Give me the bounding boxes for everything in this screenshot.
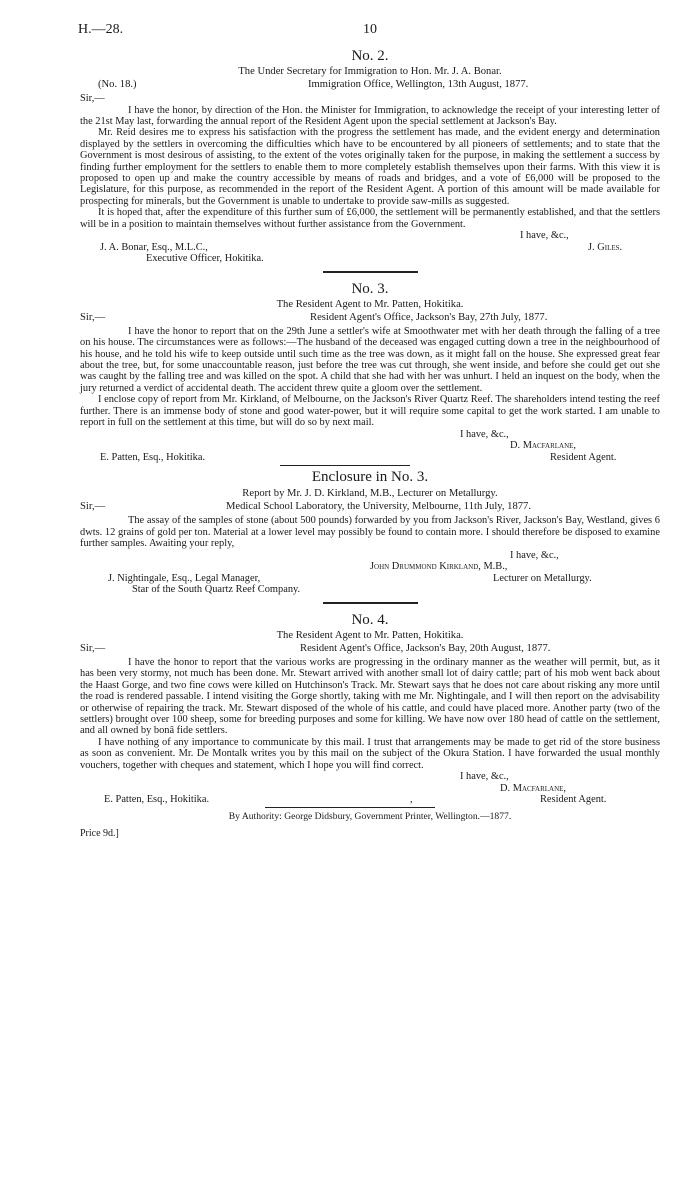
no4-closing: I have, &c., bbox=[460, 770, 509, 782]
series-number: H.—28. bbox=[78, 22, 124, 37]
no4-sign-row bbox=[80, 794, 660, 806]
section-rule bbox=[323, 271, 418, 273]
enclosure-dateline-row bbox=[80, 501, 660, 514]
price: Price 9d.] bbox=[80, 827, 119, 839]
printer-imprint: By Authority: George Didsbury, Government Printer, Wellington.—1877. bbox=[228, 810, 512, 822]
no3-paragraph-1: I have the honor to report that on the 29th June a settler's wife at Smoothwater met with her death through the falling of a tree on his house. The circumstances were as follows:—The husband of the deceased was engaged cutting down a tree in the neighbourhood of his house, and he told his wife to keep outside until such time as the tree was down, as it might fall on the house. She expressed great fear about the tree, but, for some unaccountable reason, just before the tree was cut through, she went inside, and before she could get out she was caught by the falling tree and was killed on the spot. A child that she had with her was unhurt. I held an inquest on the body, when the jury returned a verdict of accidental death. The accident threw quite a gloom over the settlement. bbox=[80, 325, 660, 394]
no3-heading: The Resident Agent to Mr. Patten, Hokitika. bbox=[276, 298, 464, 310]
enclosure-sign-row bbox=[80, 561, 660, 573]
enclosure-signature: John Drummond Kirkland, M.B., bbox=[370, 561, 508, 573]
no4-addressee: E. Patten, Esq., Hokitika. bbox=[104, 794, 210, 806]
no3-signature-row bbox=[80, 440, 660, 452]
no4-paragraph-2: I have nothing of any importance to communicate by this mail. I trust that arrangements may be made to get rid of the store business as soon as convenient. Mr. De Montalk writes you by this mail on the subject of the Okura Station. I have forwarded the usual monthly vouchers, together with cheques and statement, which I hope you will find correct. bbox=[80, 736, 660, 771]
no2-dateline-row bbox=[80, 79, 660, 92]
no4-comma: , bbox=[410, 794, 413, 806]
no2-title: No. 2. bbox=[351, 48, 389, 64]
no4-dateline: Resident Agent's Office, Jackson's Bay, 20th August, 1877. bbox=[300, 642, 551, 654]
no4-signature: D. Macfarlane, bbox=[500, 782, 567, 794]
enclosure-closing-row bbox=[80, 550, 660, 562]
no2-heading: The Under Secretary for Immigration to Hon. Mr. J. A. Bonar. bbox=[238, 66, 502, 77]
no3-addressee: E. Patten, Esq., Hokitika. bbox=[100, 451, 206, 463]
no4-heading: The Resident Agent to Mr. Patten, Hokitika. bbox=[276, 629, 464, 641]
document-page bbox=[80, 22, 660, 839]
no2-closing: I have, &c., bbox=[520, 230, 569, 242]
no3-title: No. 3. bbox=[351, 280, 389, 297]
no2-paragraph-1: I have the honor, by direction of the Hon. the Minister for Immigration, to acknowledge the receipt of your interesting letter of the 21st May last, forwarding the annual report of the Resident Agent upon the special settlement at Jackson's Bay. bbox=[80, 104, 660, 127]
no2-addressee2: Executive Officer, Hokitika. bbox=[146, 253, 264, 265]
no4-dateline-row bbox=[80, 643, 660, 656]
no3-sign-row bbox=[80, 452, 660, 464]
no4-closing-row bbox=[80, 771, 660, 783]
no2-closing-row bbox=[80, 230, 660, 242]
enclosure-paragraph: The assay of the samples of stone (about 500 pounds) forwarded by you from Jackson's River, Jackson's Bay, Westland, gives 6 dwts. 12 grains of gold per ton. Material at a lower level may possibly be found to contain more. I should therefore be disposed to examine further samples. Awaiting your reply, bbox=[80, 515, 660, 550]
no3-signature: D. Macfarlane, bbox=[510, 440, 577, 452]
page-number: 10 bbox=[363, 22, 377, 37]
enclosure-addressee-row bbox=[80, 573, 660, 585]
no4-signature-row bbox=[80, 783, 660, 795]
running-head bbox=[80, 22, 660, 44]
enclosure-salutation: Sir,— bbox=[80, 501, 106, 513]
no3-closing: I have, &c., bbox=[460, 428, 509, 440]
no3-paragraph-2: I enclose copy of report from Mr. Kirkland, of Melbourne, on the Jackson's River Quartz Reef. The shareholders intend testing the reef further. There is an immense body of stone and good water-power, but it will require some capital to get the work started. I am unable to report in full on the settlement at this time, but will do so by next mail. bbox=[80, 394, 660, 429]
no2-ref: (No. 18.) bbox=[98, 79, 137, 90]
no3-dateline-row bbox=[80, 312, 660, 325]
no2-addressee: J. A. Bonar, Esq., M.L.C., bbox=[100, 241, 208, 253]
no2-dateline: Immigration Office, Wellington, 13th August, 1877. bbox=[308, 79, 529, 90]
no2-signature: J. Giles. bbox=[588, 241, 623, 253]
enclosure-heading: Report by Mr. J. D. Kirkland, M.B., Lecturer on Metallurgy. bbox=[242, 488, 498, 500]
enclosure-addressee2: Star of the South Quartz Reef Company. bbox=[132, 584, 301, 596]
enclosure-title: Enclosure in No. 3. bbox=[311, 469, 429, 486]
no2-salutation: Sir,— bbox=[80, 93, 105, 104]
no3-dateline: Resident Agent's Office, Jackson's Bay, 27th July, 1877. bbox=[310, 311, 548, 323]
no3-salutation: Sir,— bbox=[80, 311, 106, 323]
no4-sig-title: Resident Agent. bbox=[540, 794, 607, 806]
no2-paragraph-2: Mr. Reid desires me to express his satisfaction with the progress the settlement has made, and the evident energy and determination displayed by the settlers in overcoming the difficulties which have to be encountered by all pioneers of settlements; and to state that the Government is most desirous of assisting, to the extent of the votes originally taken for the purpose, in making the settlement a success by finding further employment for the settlers to enable them to more completely establish themselves upon their farms. With this view it is proposed to open up and make the country accessible by means of roads and bridges, and a vote of £6,000 will be proposed to the Legislature, for this purpose, as recommended in the report of the Resident Agent. A portion of this amount will be made available for prospecting for minerals, but the Government is unable to undertake to provide saw-mills as suggested. bbox=[80, 127, 660, 207]
no3-sig-title: Resident Agent. bbox=[550, 451, 617, 463]
short-rule bbox=[280, 465, 410, 466]
no4-paragraph-1: I have the honor to report that the various works are progressing in the ordinary manner as the weather will permit, but, as it has been very stormy, not much has been done. Mr. Stewart arrived with another small lot of dairy cattle; part of his mob went back about the Haast Gorge, and two fine cows were killed on Hutchinson's Track. Mr. Stewart says that he does not care about risking any more until the road is rendered passable. I intend visiting the Gorge shortly, taking with me Mr. Nightingale, and I will then report on the advisability or otherwise of repairing the track. Mr. Stewart disposed of the whole of his cattle, and could have placed more. Another party (two of the settlers) brought over 100 sheep, some for breeding purposes and some for killing. We have now over 180 head of cattle on the settlement, and all owned by bonâ fide settlers. bbox=[80, 656, 660, 737]
no4-title: No. 4. bbox=[351, 611, 389, 628]
no2-paragraph-3: It is hoped that, after the expenditure of this further sum of £6,000, the settlement will be permanently established, and that the settlers will be in a position to maintain themselves without further assistance from the Government. bbox=[80, 207, 660, 230]
no2-salutation-row bbox=[80, 93, 660, 105]
no4-salutation: Sir,— bbox=[80, 642, 106, 654]
enclosure-sig-title: Lecturer on Metallurgy. bbox=[493, 572, 592, 584]
no3-closing-row bbox=[80, 429, 660, 441]
no2-sign-row bbox=[80, 242, 660, 254]
enclosure-addressee1: J. Nightingale, Esq., Legal Manager, bbox=[108, 572, 261, 584]
enclosure-addressee2-row bbox=[80, 584, 660, 596]
enclosure-dateline: Medical School Laboratory, the University, Melbourne, 11th July, 1877. bbox=[226, 501, 531, 513]
enclosure-closing: I have, &c., bbox=[510, 549, 559, 561]
section-rule-2 bbox=[323, 602, 418, 604]
footer-rule bbox=[265, 807, 435, 808]
no2-addressee2-row bbox=[80, 253, 660, 265]
